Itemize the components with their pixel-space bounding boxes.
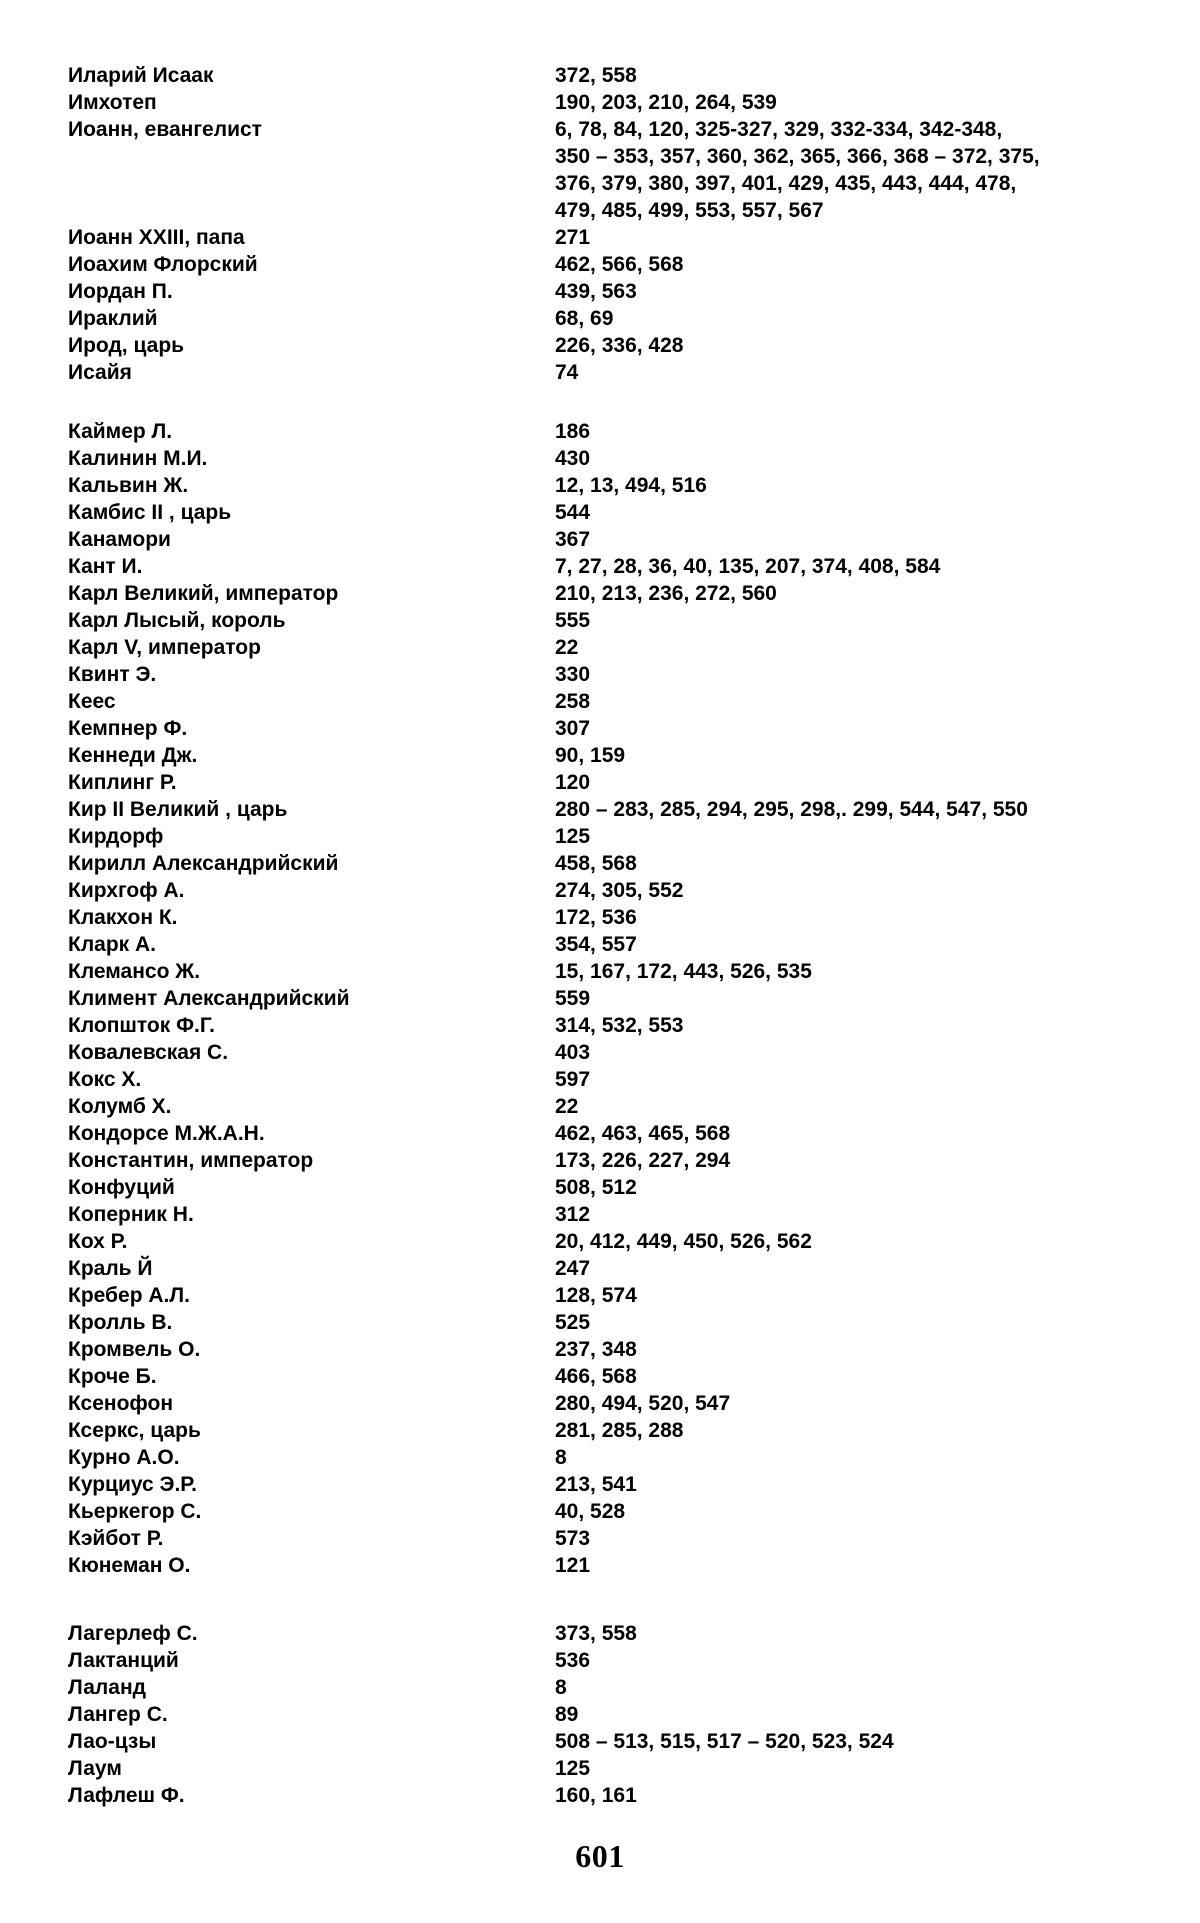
entry-name: Конфуций xyxy=(68,1176,175,1199)
entry-name: Кант И. xyxy=(68,555,143,578)
entry-pages: 271 xyxy=(555,226,591,249)
entry-pages: 508 – 513, 515, 517 – 520, 523, 524 xyxy=(555,1730,894,1753)
entry-name: Кир II Великий , царь xyxy=(68,798,288,821)
entry-name: Кребер А.Л. xyxy=(68,1284,190,1307)
index-entry xyxy=(0,823,1200,850)
entry-pages: 280 – 283, 285, 294, 295, 298,. 299, 544, 547, 550 xyxy=(555,798,1028,821)
index-entry xyxy=(0,359,1200,386)
index-entry xyxy=(0,688,1200,715)
index-entry xyxy=(0,1390,1200,1417)
entry-name: Иоанн XXIII, папа xyxy=(68,226,245,249)
entry-name: Кэйбот Р. xyxy=(68,1527,164,1550)
index-entry xyxy=(0,1228,1200,1255)
entry-name: Клемансо Ж. xyxy=(68,960,201,983)
index-section-k xyxy=(0,418,1200,1579)
index-entry xyxy=(0,116,1200,224)
entry-name: Имхотеп xyxy=(68,91,157,114)
entry-name: Лангер С. xyxy=(68,1703,168,1726)
entry-name: Кеес xyxy=(68,690,116,713)
entry-name: Иордан П. xyxy=(68,280,173,303)
index-entry xyxy=(0,1674,1200,1701)
index-entry xyxy=(0,715,1200,742)
entry-pages: 555 xyxy=(555,609,591,632)
entry-pages: 314, 532, 553 xyxy=(555,1014,684,1037)
entry-pages: 8 xyxy=(555,1446,567,1469)
index-entry xyxy=(0,224,1200,251)
index-entry xyxy=(0,1701,1200,1728)
entry-pages: 508, 512 xyxy=(555,1176,637,1199)
entry-name: Квинт Э. xyxy=(68,663,157,686)
entry-name: Кирилл Александрийский xyxy=(68,852,339,875)
entry-name: Иларий Исаак xyxy=(68,64,214,87)
entry-name: Карл Великий, император xyxy=(68,582,339,605)
index-entry xyxy=(0,251,1200,278)
entry-pages: 22 xyxy=(555,1095,579,1118)
index-entry xyxy=(0,445,1200,472)
entry-name: Карл V, император xyxy=(68,636,261,659)
entry-pages: 121 xyxy=(555,1554,591,1577)
entry-name: Кролль В. xyxy=(68,1311,173,1334)
entry-pages: 6, 78, 84, 120, 325-327, 329, 332-334, 342-348, 350 – 353, 357, 360, 362, 365, 366, 368 – 372, 375, 376, 379, 380, 397, 401, 429, 435, 443, 444, 478, 479, 485, 499, 553, 557, 567 xyxy=(555,118,1040,222)
index-entry xyxy=(0,1039,1200,1066)
entry-pages: 15, 167, 172, 443, 526, 535 xyxy=(555,960,812,983)
entry-pages: 237, 348 xyxy=(555,1338,637,1361)
entry-pages: 462, 566, 568 xyxy=(555,253,684,276)
index-entry xyxy=(0,89,1200,116)
index-entry xyxy=(0,850,1200,877)
index-entry xyxy=(0,1120,1200,1147)
entry-pages: 247 xyxy=(555,1257,591,1280)
entry-name: Ксеркс, царь xyxy=(68,1419,201,1442)
entry-name: Лао-цзы xyxy=(68,1730,157,1753)
entry-name: Кромвель О. xyxy=(68,1338,201,1361)
entry-name: Лафлеш Ф. xyxy=(68,1784,185,1807)
entry-pages: 7, 27, 28, 36, 40, 135, 207, 374, 408, 584 xyxy=(555,555,941,578)
index-entry xyxy=(0,1093,1200,1120)
index-entry xyxy=(0,1066,1200,1093)
index-entry xyxy=(0,1647,1200,1674)
entry-pages: 525 xyxy=(555,1311,591,1334)
entry-pages: 312 xyxy=(555,1203,591,1226)
index-entry xyxy=(0,1755,1200,1782)
entry-name: Климент Александрийский xyxy=(68,987,350,1010)
index-entry xyxy=(0,1336,1200,1363)
entry-pages: 125 xyxy=(555,1757,591,1780)
index-entry xyxy=(0,1552,1200,1579)
index-entry xyxy=(0,1525,1200,1552)
index-entry xyxy=(0,1728,1200,1755)
entry-name: Кальвин Ж. xyxy=(68,474,189,497)
entry-name: Кокс Х. xyxy=(68,1068,142,1091)
entry-name: Кирхгоф А. xyxy=(68,879,185,902)
entry-name: Иоанн, евангелист xyxy=(68,118,262,141)
entry-pages: 281, 285, 288 xyxy=(555,1419,684,1442)
entry-pages: 430 xyxy=(555,447,591,470)
entry-pages: 213, 541 xyxy=(555,1473,637,1496)
entry-pages: 274, 305, 552 xyxy=(555,879,684,902)
entry-name: Исайя xyxy=(68,361,132,384)
index-entry xyxy=(0,661,1200,688)
entry-name: Кроче Б. xyxy=(68,1365,157,1388)
entry-pages: 210, 213, 236, 272, 560 xyxy=(555,582,777,605)
entry-name: Лаум xyxy=(68,1757,122,1780)
index-entry xyxy=(0,1201,1200,1228)
entry-name: Кюнеман О. xyxy=(68,1554,191,1577)
index-entry xyxy=(0,958,1200,985)
index-entry xyxy=(0,553,1200,580)
index-section-i xyxy=(0,62,1200,386)
entry-name: Лагерлеф С. xyxy=(68,1622,198,1645)
entry-pages: 20, 412, 449, 450, 526, 562 xyxy=(555,1230,812,1253)
entry-name: Каймер Л. xyxy=(68,420,173,443)
entry-pages: 330 xyxy=(555,663,591,686)
entry-pages: 307 xyxy=(555,717,591,740)
entry-pages: 68, 69 xyxy=(555,307,614,330)
entry-name: Камбис II , царь xyxy=(68,501,232,524)
entry-pages: 186 xyxy=(555,420,591,443)
entry-name: Ираклий xyxy=(68,307,158,330)
entry-name: Клакхон К. xyxy=(68,906,178,929)
index-entry xyxy=(0,634,1200,661)
entry-pages: 160, 161 xyxy=(555,1784,637,1807)
entry-name: Константин, император xyxy=(68,1149,314,1172)
index-entry xyxy=(0,1444,1200,1471)
index-entry xyxy=(0,1147,1200,1174)
entry-pages: 172, 536 xyxy=(555,906,637,929)
index-entry xyxy=(0,1012,1200,1039)
index-entry xyxy=(0,526,1200,553)
entry-pages: 258 xyxy=(555,690,591,713)
entry-pages: 190, 203, 210, 264, 539 xyxy=(555,91,777,114)
index-entry xyxy=(0,1417,1200,1444)
entry-pages: 544 xyxy=(555,501,591,524)
index-entry xyxy=(0,1282,1200,1309)
index-entry xyxy=(0,580,1200,607)
entry-pages: 125 xyxy=(555,825,591,848)
entry-name: Киплинг Р. xyxy=(68,771,177,794)
index-entry xyxy=(0,877,1200,904)
entry-pages: 226, 336, 428 xyxy=(555,334,684,357)
entry-pages: 22 xyxy=(555,636,579,659)
entry-pages: 573 xyxy=(555,1527,591,1550)
entry-name: Калинин М.И. xyxy=(68,447,208,470)
index-entry xyxy=(0,499,1200,526)
index-entry xyxy=(0,931,1200,958)
index-entry xyxy=(0,62,1200,89)
entry-pages: 8 xyxy=(555,1676,567,1699)
entry-name: Канамори xyxy=(68,528,171,551)
entry-pages: 90, 159 xyxy=(555,744,626,767)
entry-pages: 128, 574 xyxy=(555,1284,637,1307)
entry-pages: 597 xyxy=(555,1068,591,1091)
entry-pages: 74 xyxy=(555,361,579,384)
index-entry xyxy=(0,1309,1200,1336)
entry-pages: 462, 463, 465, 568 xyxy=(555,1122,731,1145)
index-entry xyxy=(0,1620,1200,1647)
entry-pages: 12, 13, 494, 516 xyxy=(555,474,707,497)
index-entry xyxy=(0,904,1200,931)
entry-name: Ирод, царь xyxy=(68,334,185,357)
entry-pages: 367 xyxy=(555,528,591,551)
entry-pages: 354, 557 xyxy=(555,933,637,956)
entry-pages: 40, 528 xyxy=(555,1500,626,1523)
entry-name: Клопшток Ф.Г. xyxy=(68,1014,215,1037)
entry-name: Кеннеди Дж. xyxy=(68,744,198,767)
entry-pages: 372, 558 xyxy=(555,64,637,87)
entry-name: Ковалевская С. xyxy=(68,1041,229,1064)
index-entry xyxy=(0,418,1200,445)
entry-name: Иоахим Флорский xyxy=(68,253,258,276)
entry-name: Ксенофон xyxy=(68,1392,174,1415)
entry-name: Кьеркегор С. xyxy=(68,1500,202,1523)
entry-name: Колумб Х. xyxy=(68,1095,172,1118)
index-entry xyxy=(0,1174,1200,1201)
entry-name: Кларк А. xyxy=(68,933,157,956)
entry-name: Кох Р. xyxy=(68,1230,128,1253)
entry-name: Кемпнер Ф. xyxy=(68,717,188,740)
index-entry xyxy=(0,607,1200,634)
entry-name: Кондорсе М.Ж.А.Н. xyxy=(68,1122,265,1145)
index-entry xyxy=(0,769,1200,796)
entry-pages: 403 xyxy=(555,1041,591,1064)
index-entry xyxy=(0,985,1200,1012)
index-entry xyxy=(0,796,1200,823)
index-entry xyxy=(0,472,1200,499)
entry-pages: 373, 558 xyxy=(555,1622,637,1645)
entry-pages: 559 xyxy=(555,987,591,1010)
entry-pages: 89 xyxy=(555,1703,579,1726)
index-entry xyxy=(0,1363,1200,1390)
entry-pages: 280, 494, 520, 547 xyxy=(555,1392,731,1415)
index-section-l xyxy=(0,1620,1200,1809)
index-entry xyxy=(0,742,1200,769)
index-entry xyxy=(0,278,1200,305)
index-entry xyxy=(0,1471,1200,1498)
entry-name: Курциус Э.Р. xyxy=(68,1473,198,1496)
entry-pages: 439, 563 xyxy=(555,280,637,303)
entry-pages: 173, 226, 227, 294 xyxy=(555,1149,731,1172)
entry-pages: 466, 568 xyxy=(555,1365,637,1388)
entry-pages: 536 xyxy=(555,1649,591,1672)
entry-name: Лаланд xyxy=(68,1676,146,1699)
entry-name: Краль Й xyxy=(68,1257,153,1280)
index-entry xyxy=(0,1255,1200,1282)
entry-name: Коперник Н. xyxy=(68,1203,194,1226)
entry-pages: 120 xyxy=(555,771,591,794)
entry-pages: 458, 568 xyxy=(555,852,637,875)
entry-name: Карл Лысый, король xyxy=(68,609,286,632)
entry-name: Кирдорф xyxy=(68,825,164,848)
index-entry xyxy=(0,305,1200,332)
index-entry xyxy=(0,1782,1200,1809)
page-number: 601 xyxy=(575,1838,625,1874)
entry-name: Лактанций xyxy=(68,1649,179,1672)
index-entry xyxy=(0,1498,1200,1525)
index-entry xyxy=(0,332,1200,359)
entry-name: Курно А.О. xyxy=(68,1446,180,1469)
